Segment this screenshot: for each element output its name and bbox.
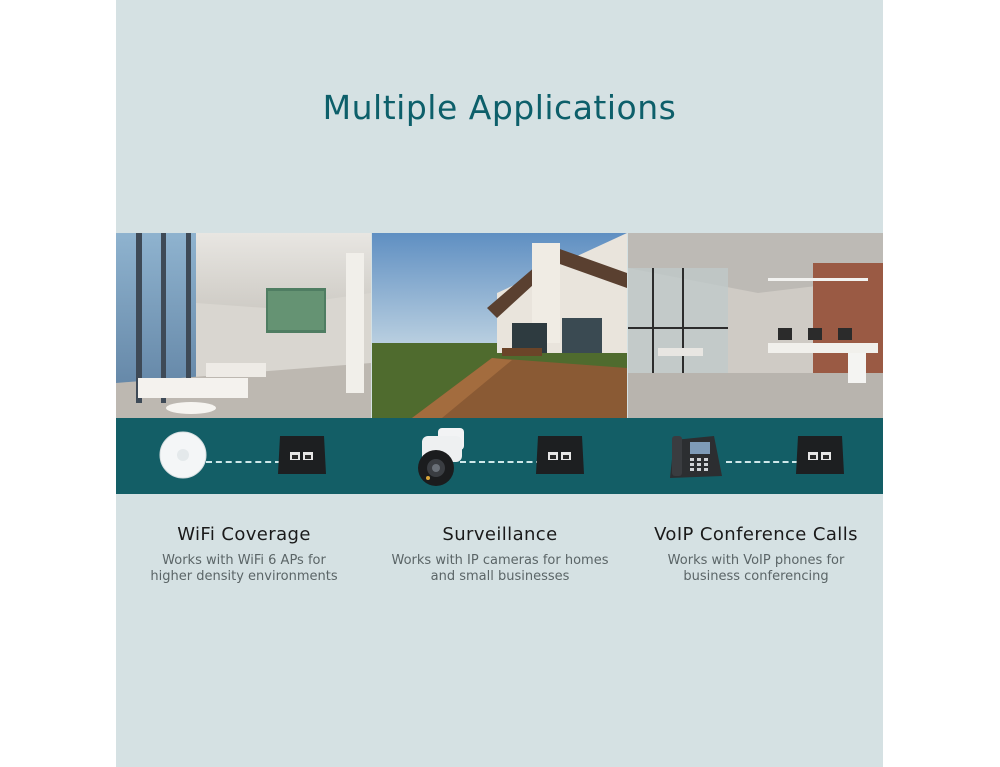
app-desc-voip: Works with VoIP phones for business conferencing: [667, 553, 845, 584]
cable-line: [206, 461, 281, 463]
voip-device-group: [628, 418, 883, 494]
cable-line: [726, 461, 798, 463]
office-photo: [628, 233, 883, 418]
cable-line: [460, 461, 542, 463]
lobby-photo: [116, 233, 371, 418]
poe-injector-icon: [534, 432, 586, 478]
app-title-wifi: WiFi Coverage: [177, 524, 311, 545]
poe-injector-icon: [794, 432, 846, 478]
house-photo: [372, 233, 627, 418]
app-title-voip: VoIP Conference Calls: [654, 524, 858, 545]
app-desc-wifi: Works with WiFi 6 APs for higher density environments: [150, 553, 338, 584]
app-title-surveillance: Surveillance: [442, 524, 558, 545]
ip-camera-icon: [414, 422, 470, 490]
app-desc-surveillance: Works with IP cameras for homes and small businesses: [391, 553, 609, 584]
wifi-device-group: [116, 418, 372, 494]
applications-panel: [116, 0, 883, 767]
camera-device-group: [372, 418, 628, 494]
access-point-icon: [158, 430, 208, 480]
scene-photos: [116, 233, 883, 418]
page-title: Multiple Applications: [322, 88, 677, 127]
device-band: [116, 418, 883, 494]
poe-injector-icon: [276, 432, 328, 478]
voip-phone-icon: [668, 432, 726, 482]
